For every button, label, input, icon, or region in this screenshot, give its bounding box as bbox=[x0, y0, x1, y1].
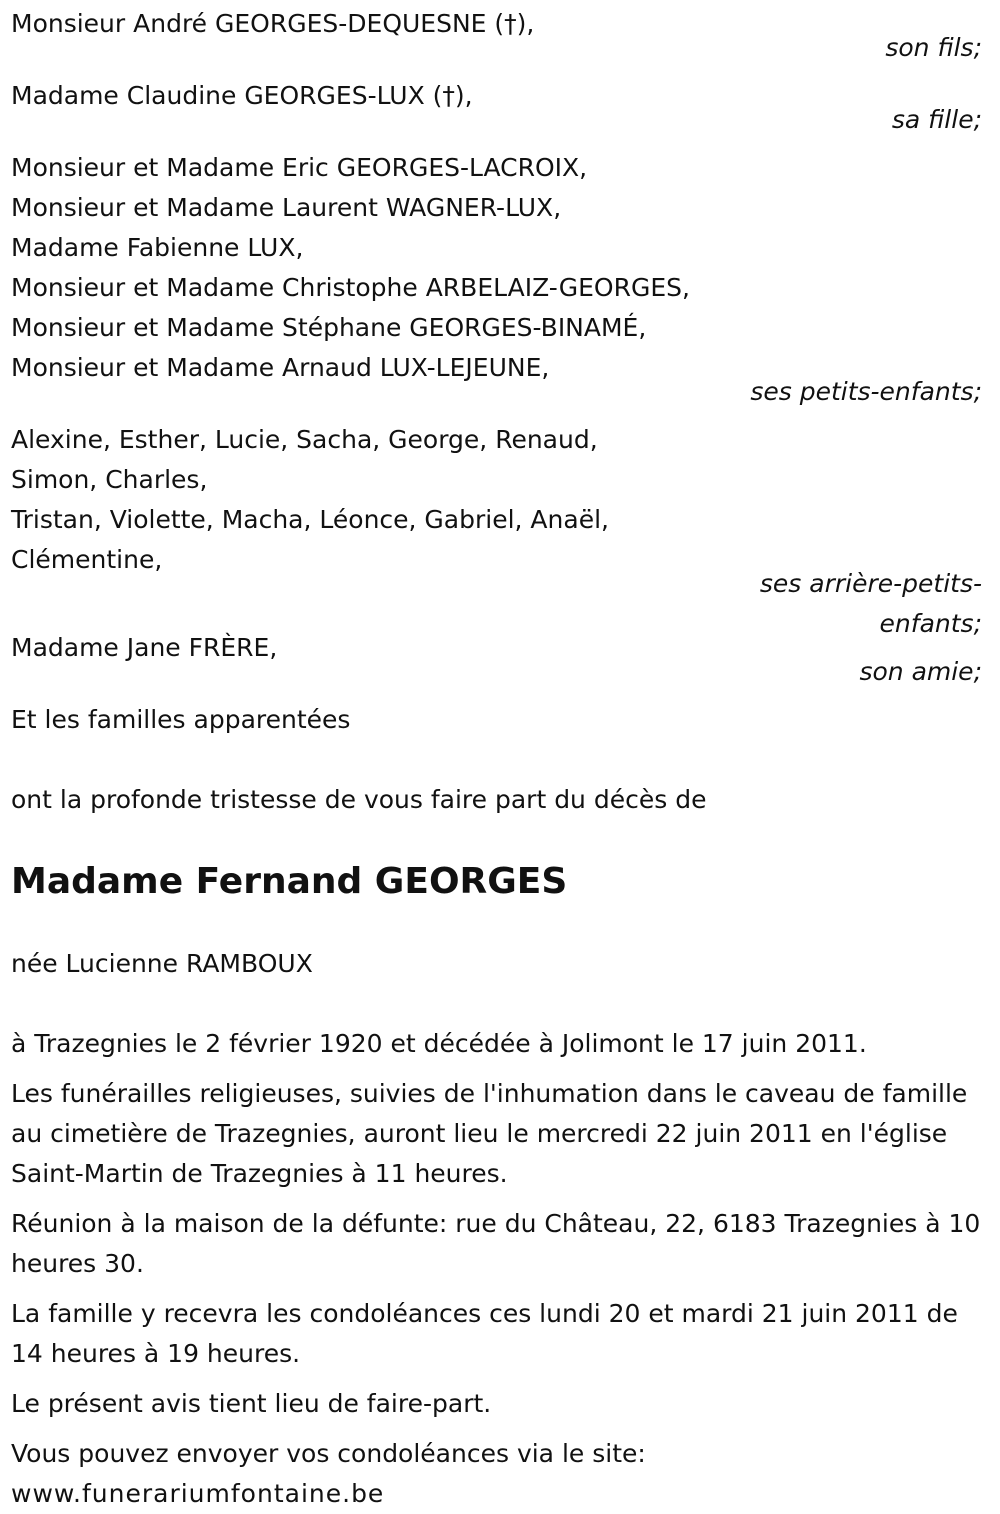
relation-label: son amie; bbox=[859, 657, 982, 686]
relation-label: sa fille; bbox=[891, 105, 982, 134]
online-condolences-text: Vous pouvez envoyer vos condoléances via le site: bbox=[11, 1439, 646, 1468]
notice-paragraph: Le présent avis tient lieu de faire-part. bbox=[11, 1389, 492, 1418]
family-member-line: Madame Claudine GEORGES-LUX (†), bbox=[11, 81, 473, 110]
details-section bbox=[11, 1024, 990, 1514]
relation-label: son fils; bbox=[885, 33, 982, 62]
deceased-name: Madame Fernand GEORGES bbox=[11, 861, 568, 902]
relation-label: ses arrière-petits- bbox=[759, 569, 982, 598]
family-member-line: Madame Jane FRÈRE, bbox=[11, 633, 278, 662]
family-member-line: Monsieur et Madame Arnaud LUX-LEJEUNE, bbox=[11, 353, 550, 382]
relation-label: ses petits-enfants; bbox=[750, 377, 982, 406]
maiden-name: née Lucienne RAMBOUX bbox=[11, 949, 313, 978]
condolences-visit-paragraph: La famille y recevra les condoléances ces lundi 20 et mardi 21 juin 2011 de 14 heures à 19 heures. bbox=[11, 1299, 958, 1368]
relation-label-continued: enfants; bbox=[879, 609, 982, 638]
related-families-line: Et les familles apparentées bbox=[11, 705, 351, 734]
family-member-line: Monsieur et Madame Christophe ARBELAIZ-GEORGES, bbox=[11, 273, 690, 302]
family-group-son bbox=[11, 4, 990, 68]
family-group-friend bbox=[11, 628, 990, 692]
family-group-great-grandchildren bbox=[11, 420, 990, 644]
gathering-paragraph: Réunion à la maison de la défunte: rue du Château, 22, 6183 Trazegnies à 10 heures 30. bbox=[11, 1209, 981, 1278]
online-condolences-paragraph bbox=[11, 1434, 986, 1514]
family-member-line: Madame Fabienne LUX, bbox=[11, 233, 304, 262]
family-member-line: Alexine, Esther, Lucie, Sacha, George, Renaud, bbox=[11, 425, 598, 454]
family-member-line: Simon, Charles, bbox=[11, 465, 208, 494]
funeral-paragraph: Les funérailles religieuses, suivies de l'inhumation dans le caveau de famille au cimetière de Trazegnies, auront lieu le mercredi 22 juin 2011 en l'église Saint-Martin de Trazegnies à 11 heures. bbox=[11, 1079, 968, 1188]
family-group-daughter bbox=[11, 76, 990, 140]
family-member-line: Clémentine, bbox=[11, 545, 163, 574]
family-member-line: Monsieur et Madame Stéphane GEORGES-BINAMÉ, bbox=[11, 313, 647, 342]
announcement-line: ont la profonde tristesse de vous faire part du décès de bbox=[11, 785, 707, 814]
family-member-line: Monsieur et Madame Laurent WAGNER-LUX, bbox=[11, 193, 562, 222]
family-member-line: Tristan, Violette, Macha, Léonce, Gabriel, Anaël, bbox=[11, 505, 609, 534]
website-link[interactable]: www.funerariumfontaine.be bbox=[11, 1479, 385, 1508]
family-group-grandchildren bbox=[11, 148, 990, 412]
family-member-line: Monsieur André GEORGES-DEQUESNE (†), bbox=[11, 9, 535, 38]
birth-death-paragraph: à Trazegnies le 2 février 1920 et décédée à Jolimont le 17 juin 2011. bbox=[11, 1029, 867, 1058]
family-member-line: Monsieur et Madame Eric GEORGES-LACROIX, bbox=[11, 153, 588, 182]
